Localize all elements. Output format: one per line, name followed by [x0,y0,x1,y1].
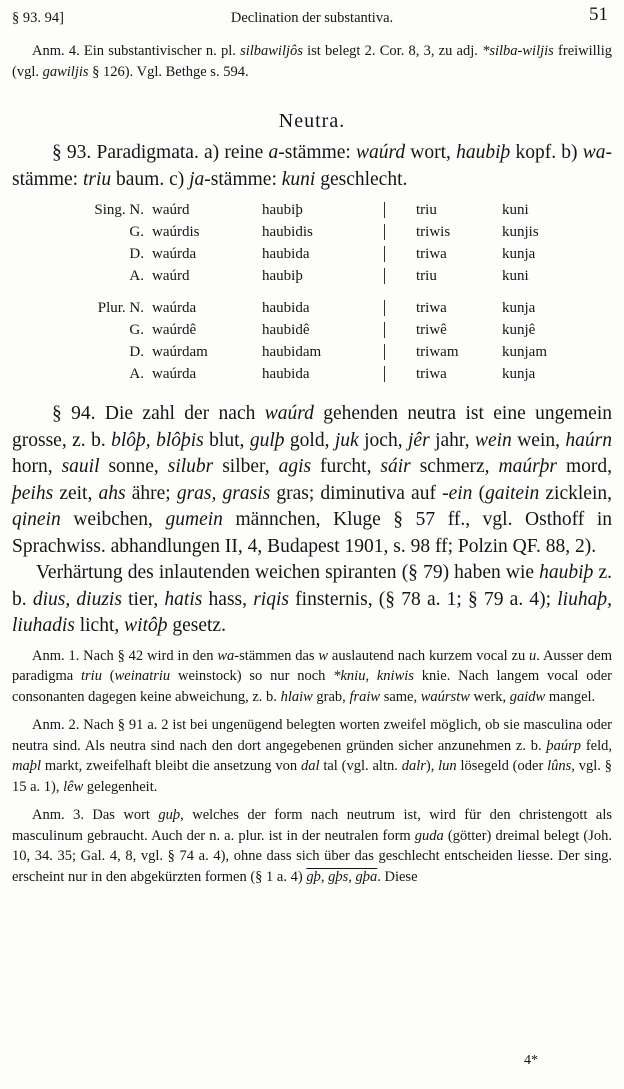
header-title: Declination der substantiva. [230,10,394,26]
signature-mark: 4* [524,1053,538,1068]
table-row: D. waúrdam haubidam triwam kunjam [68,341,582,363]
table-row: G. waúrdis haubidis triwis kunjis [68,221,582,243]
paradigm-table [68,199,582,385]
note-anm-2: Anm. 2. Nach § 91 a. 2 ist bei ungenügend belegten worten zweifel möglich, ob sie masculina oder neutra sind. Als neutra sind nach den dort angegebenen gründen sicher anzunehmen z. b. þaúrp feld, maþl markt, zweifelhaft bleibt die ansetzung von dal tal (vgl. altn. dalr), lun lösegeld (oder lûns, vgl. § 15 a. 1), lêw gelegenheit. [12,717,613,795]
note-anm-3: Anm. 3. Das wort guþ, welches der form nach neutrum ist, wird für den christengott als masculinum gebraucht. Auch der n. a. plur. ist in der neutralen form guda (götter) dreimal belegt (Joh. 10, 34. 35; Gal. 4, 8, vgl. § 74 a. 4), ohne dass sich über das geschlecht entscheiden liesse. Der sing. erscheint nur in den abgekürzten formen (§ 1 a. 4) gþ, gþs, gþa. Diese [12,807,613,885]
paragraph-94: § 94. Die zahl der nach waúrd gehenden neutra ist eine ungemein grosse, z. b. blôþ, blôþis blut, gulþ gold, juk joch, jêr jahr, wein wein, haúrn horn, sauil sonne, silubr silber, agis furcht, sáir schmerz, maúrþr mord, þeihs zeit, ahs ähre; gras, grasis gras; diminutiva auf -ein (gaitein zicklein, qinein weibchen, gumein männchen, Kluge § 57 ff., vgl. Osthoff in Sprachwiss. abhandlungen II, 4, Budapest 1901, s. 98 ff; Polzin QF. 88, 2). [12,403,613,557]
header-section-ref: § 93. 94] [12,10,64,26]
table-row: Plur. N. waúrda haubida triwa kunja [68,297,582,319]
page [12,0,612,887]
table-row: A. waúrda haubida triwa kunja [68,363,582,385]
table-row: Sing. N. waúrd haubiþ triu kuni [68,199,582,221]
table-row: A. waúrd haubiþ triu kuni [68,265,582,287]
page-number: 51 [589,4,608,25]
paragraph-93: § 93. Paradigmata. a) reine a-stämme: waúrd wort, haubiþ kopf. b) wa-stämme: triu baum. c) ja-stämme: kuni geschlecht. [12,142,612,190]
table-row: G. waúrdê haubidê triwê kunjê [68,319,582,341]
table-row: D. waúrda haubida triwa kunja [68,243,582,265]
paragraph-94b: Verhärtung des inlautenden weichen spiranten (§ 79) haben wie haubiþ z. b. dius, diuzis tier, hatis hass, riqis finsternis, (§ 78 a. 1; § 79 a. 4); liuhaþ, liuhadis licht, witôþ gesetz. [12,562,613,636]
section-title: Neutra. [278,110,346,132]
running-header [12,4,612,30]
note-anm-1: Anm. 1. Nach § 42 wird in den wa-stämmen das w auslautend nach kurzem vocal zu u. Ausser dem paradigma triu (weinatriu weinstock) so nur noch *kniu, kniwis knie. Nach langem vocal oder consonanten dagegen keine abweichung, z. b. hlaiw grab, fraiw same, waúrstw werk, gaidw mangel. [12,647,613,705]
note-4: Anm. 4. Ein substantivischer n. pl. silbawiljôs ist belegt 2. Cor. 8, 3, zu adj. *silba-wiljis freiwillig (vgl. gawiljis § 126). Vgl. Bethge s. 594. [12,43,612,80]
